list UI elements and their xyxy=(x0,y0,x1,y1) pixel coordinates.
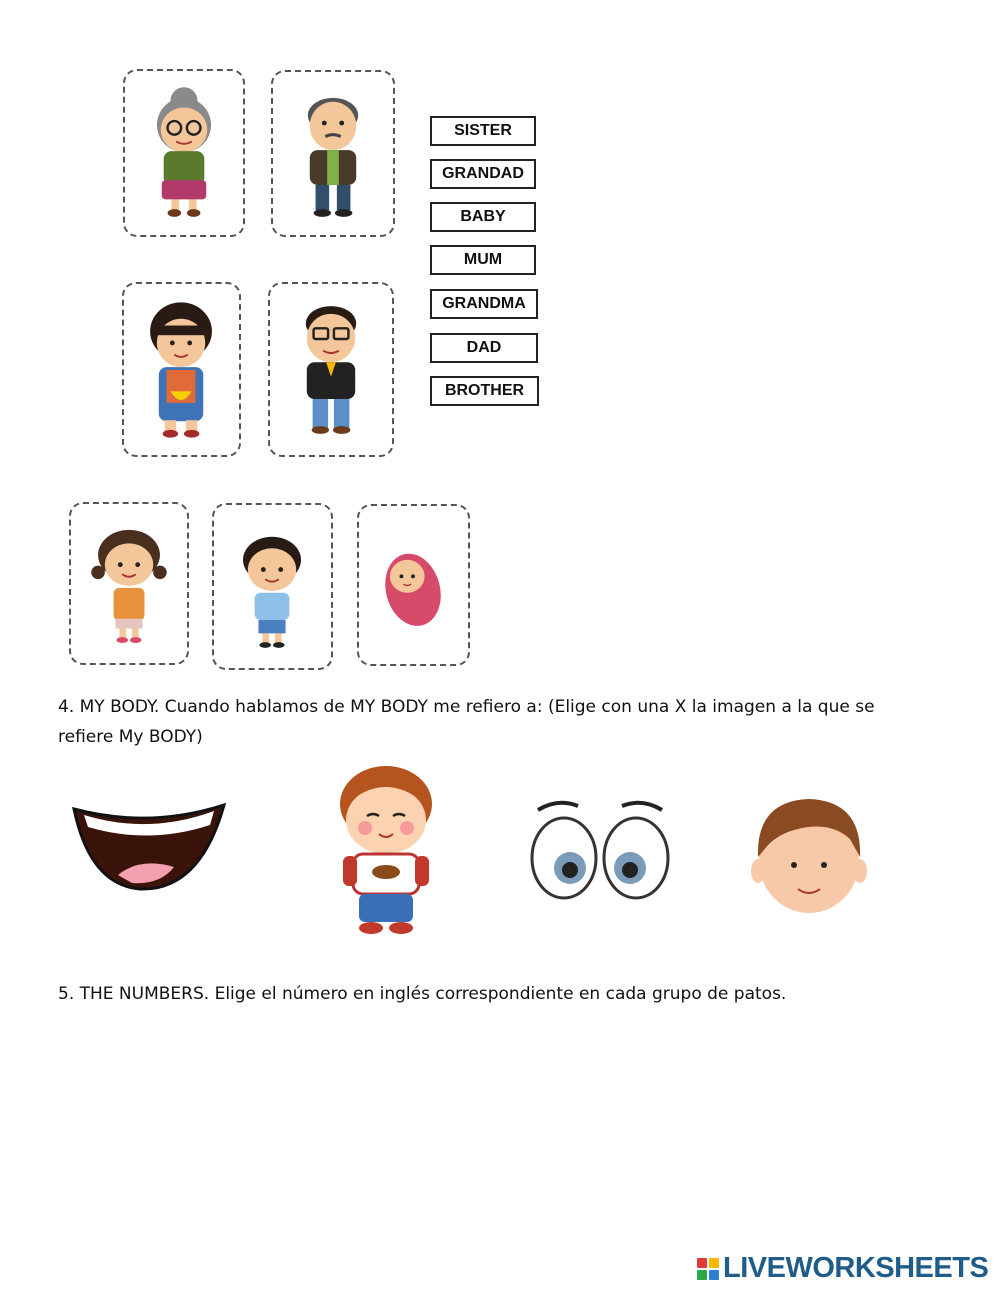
logo-square-2 xyxy=(709,1258,719,1268)
word-box-baby[interactable]: BABY xyxy=(430,202,536,232)
face-option[interactable] xyxy=(750,795,868,917)
logo-icon xyxy=(697,1258,719,1280)
brother-picture xyxy=(214,505,331,668)
grandad-card[interactable] xyxy=(271,70,395,237)
dad-picture xyxy=(270,284,392,455)
eyes-option[interactable] xyxy=(522,796,678,904)
baby-card[interactable] xyxy=(357,504,470,666)
liveworksheets-logo xyxy=(697,1252,988,1285)
brother-card[interactable] xyxy=(212,503,333,670)
logo-square-4 xyxy=(709,1270,719,1280)
baby-picture xyxy=(359,506,468,664)
logo-square-1 xyxy=(697,1258,707,1268)
boy-body-option[interactable] xyxy=(327,762,445,936)
word-box-mum[interactable]: MUM xyxy=(430,245,536,275)
grandma-picture xyxy=(125,71,243,235)
mouth-picture xyxy=(70,795,228,895)
boy-body-picture xyxy=(327,762,445,936)
mum-card[interactable] xyxy=(122,282,241,457)
mum-picture xyxy=(124,284,239,455)
question-5-text: 5. THE NUMBERS. Elige el número en inglés correspondiente en cada grupo de patos. xyxy=(58,984,787,1004)
word-box-sister[interactable]: SISTER xyxy=(430,116,536,146)
dad-card[interactable] xyxy=(268,282,394,457)
sister-card[interactable] xyxy=(69,502,189,665)
eyes-picture xyxy=(522,796,678,904)
question-4-text xyxy=(58,692,875,752)
grandad-picture xyxy=(273,72,393,235)
logo-text: LIVEWORKSHEETS xyxy=(723,1252,989,1284)
sister-picture xyxy=(71,504,187,663)
logo-square-3 xyxy=(697,1270,707,1280)
word-box-grandad[interactable]: GRANDAD xyxy=(430,159,536,189)
mouth-option[interactable] xyxy=(70,795,228,895)
question-4-line-2: refiere My BODY) xyxy=(58,727,203,747)
word-box-grandma[interactable]: GRANDMA xyxy=(430,289,538,319)
word-box-dad[interactable]: DAD xyxy=(430,333,538,363)
word-box-brother[interactable]: BROTHER xyxy=(430,376,539,406)
face-picture xyxy=(750,795,868,917)
question-4-line-1: 4. MY BODY. Cuando hablamos de MY BODY me refiero a: (Elige con una X la imagen a la que se xyxy=(58,697,875,717)
grandma-card[interactable] xyxy=(123,69,245,237)
